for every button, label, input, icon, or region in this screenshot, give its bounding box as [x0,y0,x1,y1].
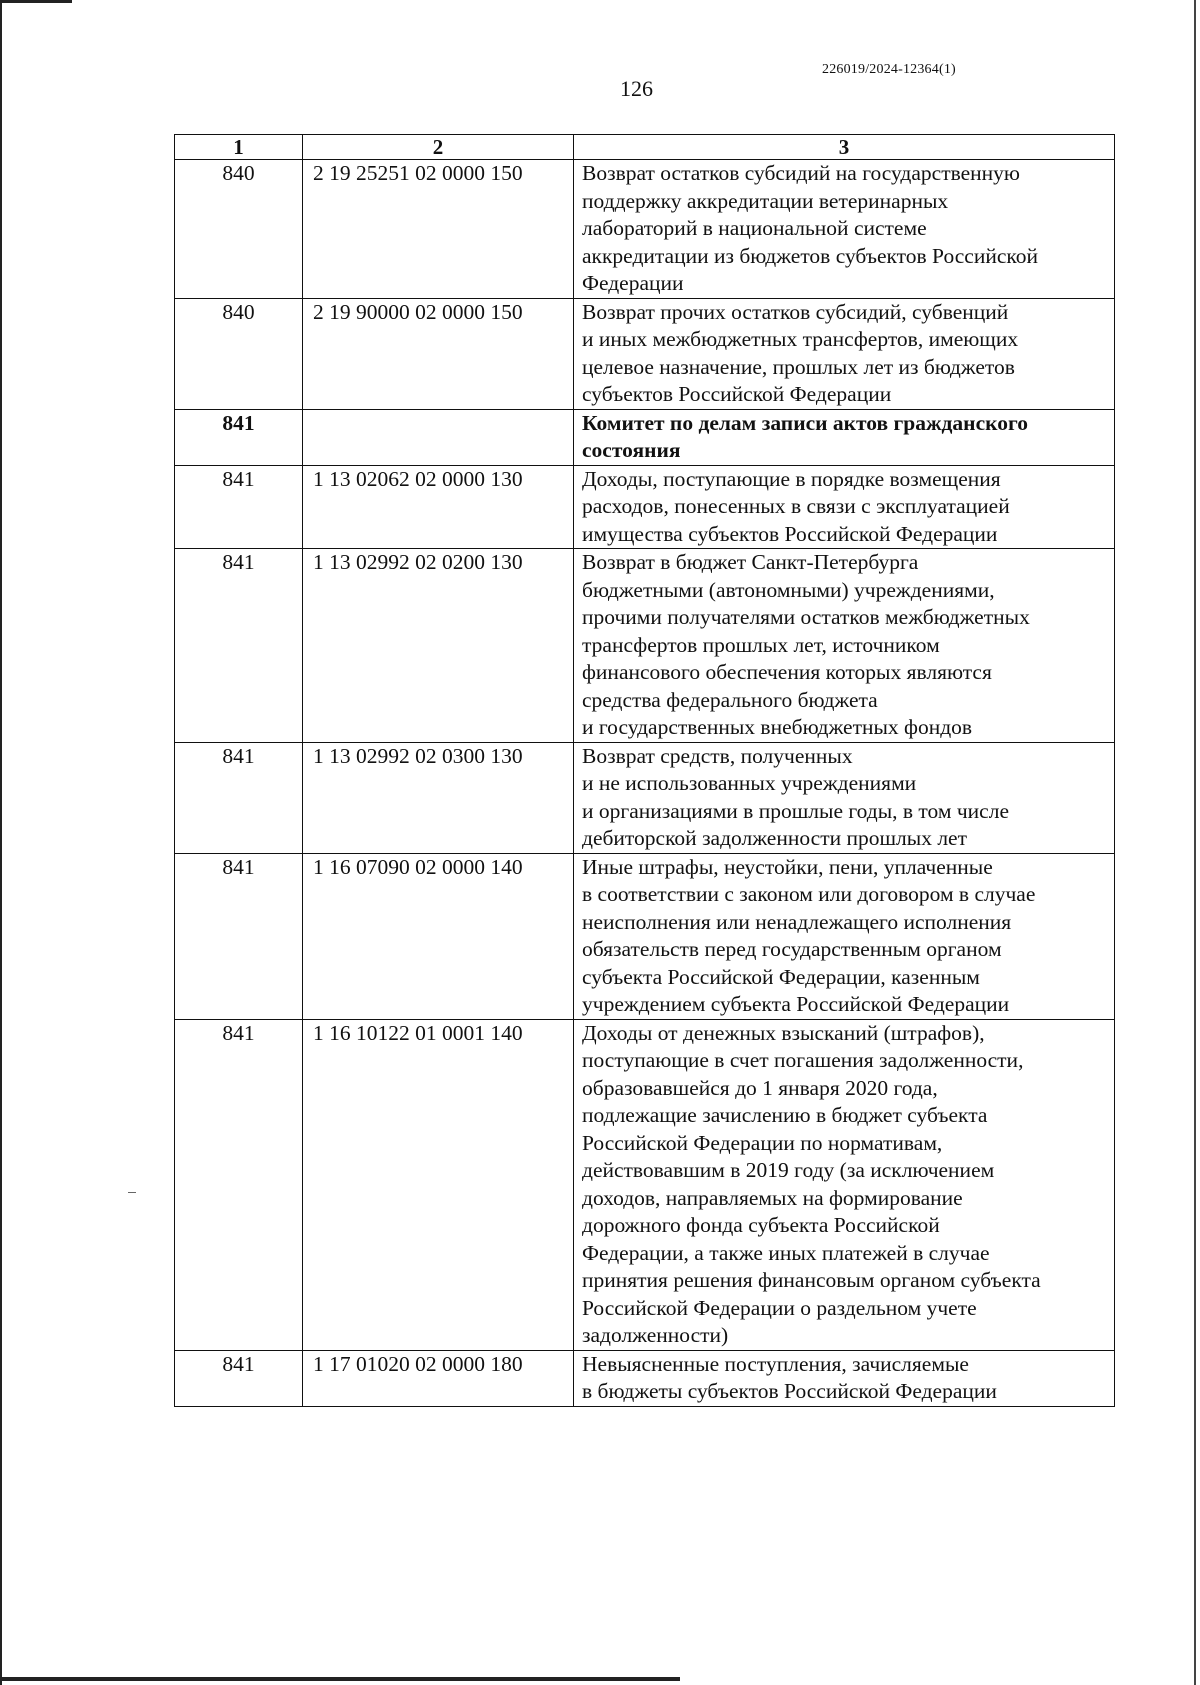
admin-code-cell: 841 [175,549,303,743]
description-line: поступающие в счет погашения задолженности, [582,1048,1024,1072]
description-cell [574,465,1115,549]
scan-edge-top [0,0,72,3]
table-row [175,298,1115,409]
description-line: расходов, понесенных в связи с эксплуатацией [582,494,1010,518]
description-line: Возврат в бюджет Санкт-Петербурга [582,550,919,574]
table-row [175,1019,1115,1350]
budget-classification-code-cell: 1 13 02062 02 0000 130 [303,465,574,549]
scan-edge-right [1194,0,1196,1685]
table-header-row [175,135,1115,160]
table-row [175,465,1115,549]
description-line: и организациями в прошлые годы, в том числе [582,798,1009,823]
page-number: 126 [620,76,653,101]
description-line: аккредитации из бюджетов субъектов Российской [582,243,1039,268]
description-line: поддержку аккредитации ветеринарных [582,188,949,213]
description-line: целевое назначение, прошлых лет из бюджетов [582,354,1015,379]
description-line: прочими получателями остатков межбюджетных [582,605,1030,629]
description-line: Возврат средств, полученных [582,743,853,768]
description-cell [574,549,1115,743]
description-line: Доходы, поступающие в порядке возмещения [582,466,1001,491]
description-line: субъекта Российской Федерации, казенным [582,964,980,989]
scan-edge-bottom [0,1677,680,1681]
description-line: Доходы от денежных взысканий (штрафов), [582,1020,985,1045]
budget-classification-code-cell: 1 16 07090 02 0000 140 [303,853,574,1019]
admin-code-cell: 841 [175,465,303,549]
description-line: Российской Федерации о раздельном учете [582,1295,977,1320]
budget-classification-code-cell: 1 16 10122 01 0001 140 [303,1019,574,1350]
admin-code-cell: 841 [175,853,303,1019]
description-line: лабораторий в национальной системе [582,216,927,240]
document-id: 226019/2024-12364(1) [822,62,956,77]
description-line: состояния [582,438,681,462]
table-row [175,549,1115,743]
budget-classification-code-cell: 2 19 90000 02 0000 150 [303,298,574,409]
description-line: дорожного фонда субъекта Российской [582,1213,940,1237]
table-row [175,742,1115,853]
budget-classification-code-cell: 2 19 25251 02 0000 150 [303,160,574,299]
description-line: Комитет по делам записи актов гражданского [582,410,1028,435]
table-row [175,409,1115,465]
table-row [175,1350,1115,1406]
admin-code-cell: 841 [175,409,303,465]
description-cell [574,160,1115,299]
description-line: в бюджеты субъектов Российской Федерации [582,1379,997,1403]
admin-code-cell: 840 [175,160,303,299]
budget-classification-code-cell: 1 17 01020 02 0000 180 [303,1350,574,1406]
description-line: принятия решения финансовым органом субъекта [582,1268,1041,1292]
description-line: подлежащие зачислению в бюджет субъекта [582,1103,988,1127]
budget-codes-table-wrapper [174,134,1114,1407]
description-cell [574,853,1115,1019]
admin-code-cell: 840 [175,298,303,409]
description-line: учреждением субъекта Российской Федерации [582,992,1010,1016]
description-line: субъектов Российской Федерации [582,382,892,406]
description-line: и государственных внебюджетных фондов [582,715,973,739]
description-line: образовавшейся до 1 января 2020 года, [582,1075,938,1100]
description-cell [574,298,1115,409]
column-header-1: 1 [175,135,303,160]
description-line: доходов, направляемых на формирование [582,1185,963,1210]
description-line: и не использованных учреждениями [582,771,917,795]
table-row [175,160,1115,299]
description-line: бюджетными (автономными) учреждениями, [582,577,995,602]
budget-classification-code-cell [303,409,574,465]
scan-speck [128,1192,136,1193]
description-line: трансфертов прошлых лет, источником [582,632,940,657]
admin-code-cell: 841 [175,1350,303,1406]
budget-classification-code-cell: 1 13 02992 02 0300 130 [303,742,574,853]
column-header-2: 2 [303,135,574,160]
budget-classification-code-cell: 1 13 02992 02 0200 130 [303,549,574,743]
column-header-3: 3 [574,135,1115,160]
description-line: задолженности) [582,1323,729,1347]
description-line: и иных межбюджетных трансфертов, имеющих [582,327,1019,351]
admin-code-cell: 841 [175,1019,303,1350]
description-line: Иные штрафы, неустойки, пени, уплаченные [582,854,993,879]
admin-code-cell: 841 [175,742,303,853]
description-cell [574,1350,1115,1406]
description-line: Невыясненные поступления, зачисляемые [582,1351,969,1376]
description-line: средства федерального бюджета [582,687,878,712]
description-line: дебиторской задолженности прошлых лет [582,826,967,850]
description-line: Федерации, а также иных платежей в случае [582,1240,990,1265]
description-line: в соответствии с законом или договором в случае [582,882,1036,906]
scan-edge-left [0,0,2,1685]
description-cell [574,742,1115,853]
description-line: неисполнения или ненадлежащего исполнения [582,909,1012,934]
budget-codes-table [174,134,1115,1407]
table-body [175,160,1115,1407]
description-line: Российской Федерации по нормативам, [582,1130,943,1155]
description-line: Возврат остатков субсидий на государственную [582,161,1020,185]
description-line: действовавшим в 2019 году (за исключением [582,1158,995,1182]
description-line: обязательств перед государственным органом [582,937,1002,961]
table-row [175,853,1115,1019]
description-cell [574,1019,1115,1350]
description-line: Федерации [582,271,684,295]
description-line: Возврат прочих остатков субсидий, субвенций [582,299,1009,324]
description-line: имущества субъектов Российской Федерации [582,521,998,546]
description-line: финансового обеспечения которых являются [582,660,992,684]
description-cell [574,409,1115,465]
